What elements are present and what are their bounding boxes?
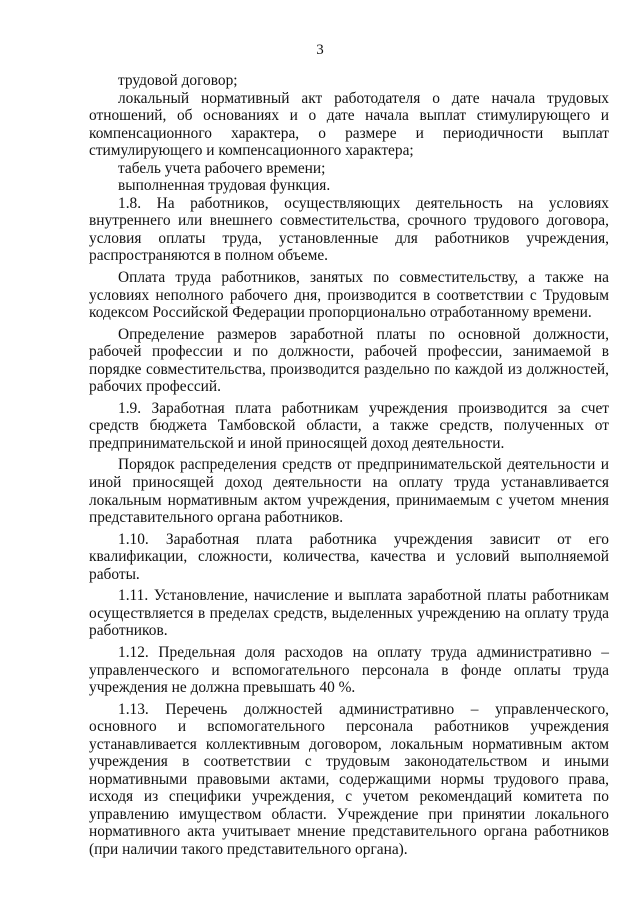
- document-body: [89, 72, 609, 859]
- paragraph-local-act: локальный нормативный акт работодателя о дате начала трудовых отношений, об основаниях и о дате начала выплат стимулирующего и компенсационного характера, о размере и периодичности выплат стимулирующего и компенсационного характера;: [89, 89, 609, 160]
- paragraph-1-9: 1.9. Заработная плата работникам учреждения производится за счет средств бюджета Тамбовской области, а также средств, полученных от предпринимательской и иной приносящей доход деятельности.: [89, 399, 609, 452]
- paragraph-salary-determination: Определение размеров заработной платы по основной должности, рабочей профессии и по должности, рабочей профессии, занимаемой в порядке совместительства, производится раздельно по каждой из должностей, рабочих профессий.: [89, 325, 609, 396]
- paragraph-1-8: 1.8. На работников, осуществляющих деятельность на условиях внутреннего или внешнего совместительства, срочного трудового договора, условия оплаты труда, установленные для работников учреждения, распространяются в полном объеме.: [89, 194, 609, 265]
- paragraph-labor-function: выполненная трудовая функция.: [118, 177, 331, 195]
- paragraph-timesheet: табель учета рабочего времени;: [118, 159, 326, 177]
- paragraph-1-11: 1.11. Установление, начисление и выплата заработной платы работникам осуществляется в пределах средств, выделенных учреждению на оплату труда работников.: [89, 587, 609, 640]
- paragraph-part-time-pay: Оплата труда работников, занятых по совместительству, а также на условиях неполного рабочего дня, производится в соответствии с Трудовым кодексом Российской Федерации пропорционально отработанному времени.: [89, 269, 609, 322]
- paragraph-1-13: 1.13. Перечень должностей административно – управленческого, основного и вспомогательного персонала работников учреждения устанавливается коллективным договором, локальным нормативным актом учреждения в соответствии с трудовым законодательством и иными нормативными правовыми актами, содержащими нормы трудового права, исходя из специфики учреждения, с учетом рекомендаций комитета по управлению имуществом области. Учреждение при принятии локального нормативного акта учитывает мнение представительного органа работников (при наличии такого представительного органа).: [89, 700, 609, 858]
- paragraph-employment-contract: трудовой договор;: [118, 72, 238, 89]
- paragraph-fund-distribution: Порядок распределения средств от предпринимательской деятельности и иной приносящей доход деятельности на оплату труда устанавливается локальным нормативным актом учреждения, принимаемым с учетом мнения представительного органа работников.: [89, 456, 609, 527]
- page-number: 3: [316, 42, 324, 58]
- paragraph-1-12: 1.12. Предельная доля расходов на оплату труда административно – управленческого и вспомогательного персонала в фонде оплаты труда учреждения не должна превышать 40 %.: [89, 643, 609, 697]
- paragraph-1-10: 1.10. Заработная плата работника учреждения зависит от его квалификации, сложности, количества, качества и условий выполняемой работы.: [89, 530, 609, 583]
